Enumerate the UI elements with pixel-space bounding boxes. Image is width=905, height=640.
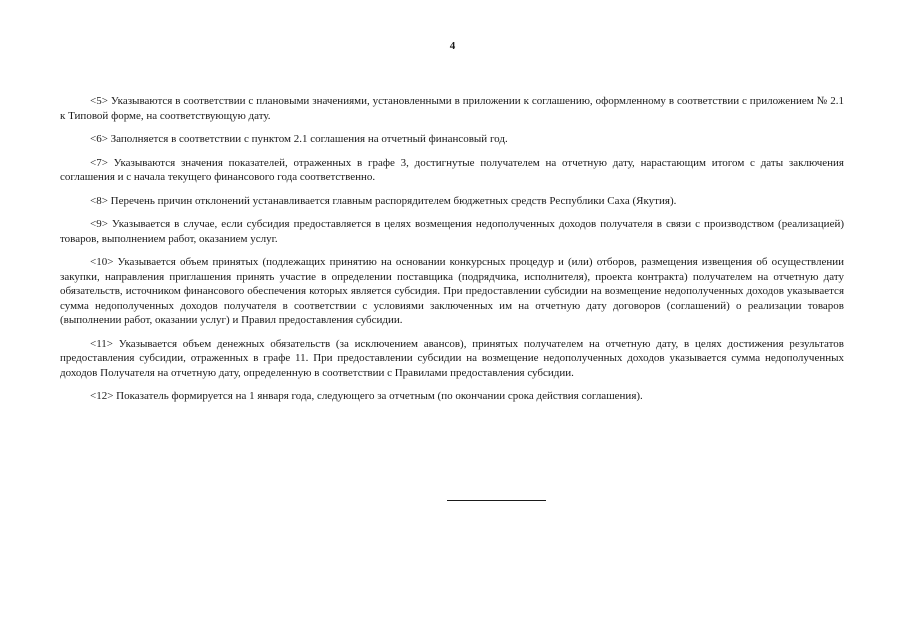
page-number: 4 — [449, 40, 456, 52]
footnote-8: <8> Перечень причин отклонений устанавливается главным распорядителем бюджетных средств Республики Саха (Якутия). — [90, 194, 677, 207]
footnote-11: <11> Указывается объем денежных обязательств (за исключением авансов), принятых получателем на отчетную дату, в целях достижения результатов предоставления субсидии, отраженных в графе 11. При предоставлении субсидии на возмещение недополученных доходов указывается сумма недополученных доходов Получателя на отчетную дату, определенную в соответствии с Правилами предоставления субсидии. — [60, 337, 844, 379]
footnote-12: <12> Показатель формируется на 1 января года, следующего за отчетным (по окончании срока действия соглашения). — [90, 390, 643, 402]
footnote-6: <6> Заполняется в соответствии с пунктом 2.1 соглашения на отчетный финансовый год. — [90, 133, 508, 145]
footnote-10: <10> Указывается объем принятых (подлежащих принятию на основании конкурсных процедур и (или) отборов, размещения извещения об осуществлении закупки, направления приглашения принять участие в определении поставщика (подрядчика, исполнителя), проекта контракта) получателем на отчетную дату обязательств, источником финансового обеспечения которых является субсидия. При предоставлении субсидии на возмещение недополученных доходов указывается сумма недополученных доходов получателя в соответствии с условиями заключенных им на отчетную дату договоров (соглашений) о реализации товаров (выполнении работ, оказании услуг) и Правил предоставления субсидии. — [60, 256, 844, 326]
footnote-7: <7> Указываются значения показателей, отраженных в графе 3, достигнутые получателем на отчетную дату, нарастающим итогом с даты заключения соглашения и с начала текущего финансового года соответственно. — [60, 156, 844, 183]
footnote-9: <9> Указывается в случае, если субсидия предоставляется в целях возмещения недополученных доходов получателя в связи с производством (реализацией) товаров, выполнением работ, оказанием услуг. — [60, 218, 844, 245]
footnote-5: <5> Указываются в соответствии с плановыми значениями, установленными в приложении к соглашению, оформленному в соответствии с приложением № 2.1 к Типовой форме, на соответствующую дату. — [60, 95, 844, 122]
end-divider — [447, 500, 546, 501]
footnotes — [60, 94, 844, 413]
